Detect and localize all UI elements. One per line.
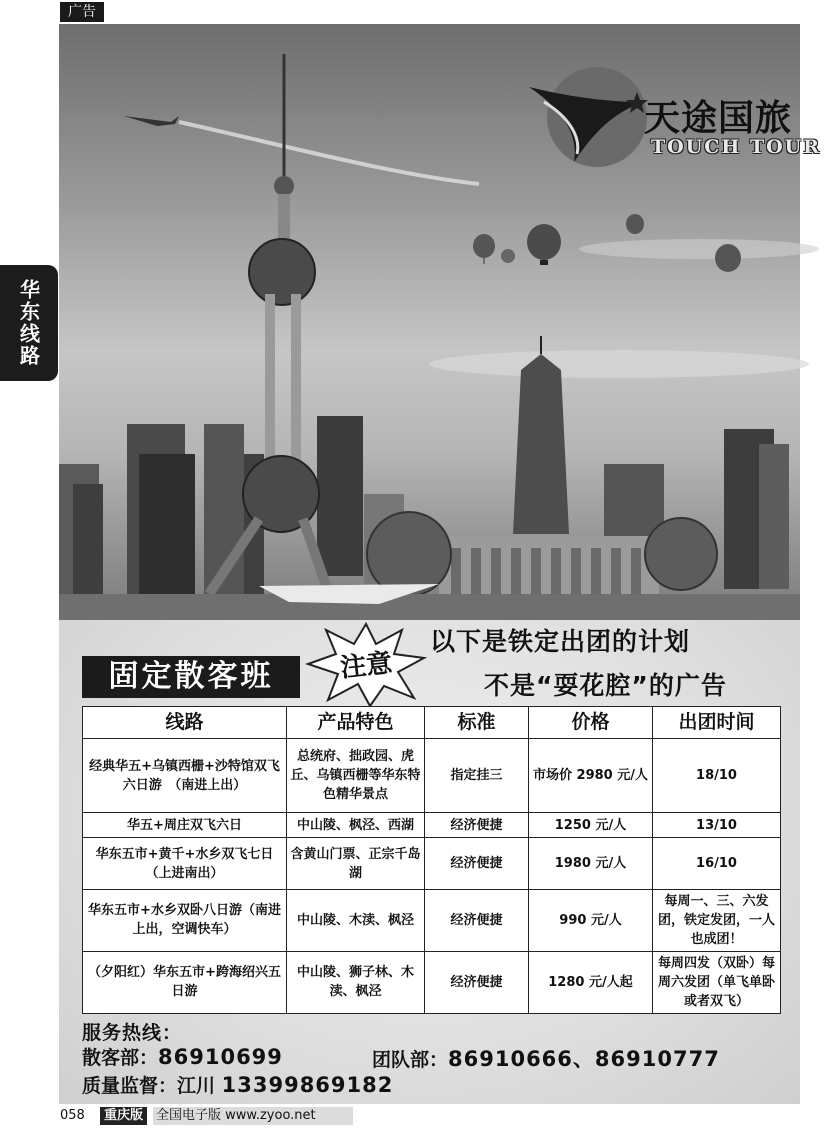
website-link[interactable]: 全国电子版 www.zyoo.net: [153, 1107, 353, 1125]
departure-cell: 18/10: [653, 739, 781, 813]
feature-cell: 中山陵、狮子林、木渎、枫泾: [287, 951, 425, 1013]
quality-supervision-phone[interactable]: 13399869182: [221, 1073, 394, 1097]
individual-dept-contact: [82, 1043, 283, 1070]
swoosh-logo-icon: [519, 62, 649, 172]
balloon-icon: [501, 249, 515, 263]
brand-english-name: TOUCH TOUR: [651, 136, 821, 158]
route-cell: 华东五市+水乡双卧八日游（南进上出，空调快车）: [83, 889, 287, 951]
price-cell: 1250 元/人: [529, 813, 653, 838]
departure-cell: 每周一、三、六发团，铁定发团，一人也成团！: [653, 889, 781, 951]
header-departure: 出团时间: [653, 707, 781, 739]
price-cell: 1980 元/人: [529, 838, 653, 890]
feature-cell: 中山陵、木渎、枫泾: [287, 889, 425, 951]
balloon-icon: [626, 214, 644, 234]
route-cell: （夕阳红）华东五市+跨海绍兴五日游: [83, 951, 287, 1013]
header-price: 价格: [529, 707, 653, 739]
brand-name: 天途国旅: [644, 98, 793, 139]
quality-supervision-label: 质量监督：江川: [82, 1075, 216, 1097]
group-dept-contact: [372, 1043, 720, 1073]
departure-cell: 每周四发（双卧）每周六发团（单飞单卧或者双飞）: [653, 951, 781, 1013]
price-cell: 1280 元/人起: [529, 951, 653, 1013]
route-cell: 经典华五+乌镇西栅+沙特馆双飞六日游 （南进上出）: [83, 739, 287, 813]
table-row: [83, 739, 781, 813]
departure-cell: 13/10: [653, 813, 781, 838]
fixed-tour-label: 固定散客班: [82, 656, 300, 698]
balloon-icon: [527, 224, 561, 265]
individual-dept-label: 散客部：: [82, 1047, 159, 1069]
feature-cell: 含黄山门票、正宗千岛湖: [287, 838, 425, 890]
standard-cell: 经济便捷: [425, 951, 529, 1013]
standard-cell: 经济便捷: [425, 813, 529, 838]
standard-cell: 指定挂三: [425, 739, 529, 813]
hotline-label: 服务热线：: [82, 1022, 183, 1044]
route-cell: 华东五市+黄千+水乡双飞七日（上进南出）: [83, 838, 287, 890]
standard-cell: 经济便捷: [425, 889, 529, 951]
price-cell: 990 元/人: [529, 889, 653, 951]
tour-schedule-table: [82, 706, 780, 1014]
headline-line-2: 不是“耍花腔”的广告: [484, 671, 727, 700]
header-feature: 产品特色: [287, 707, 425, 739]
quality-supervision-contact: [82, 1071, 393, 1098]
feature-cell: 总统府、拙政园、虎丘、乌镇西栅等华东特色精华景点: [287, 739, 425, 813]
section-tab-label: 华东线路: [16, 279, 41, 367]
group-dept-phones[interactable]: 86910666、86910777: [448, 1047, 720, 1071]
departure-cell: 16/10: [653, 838, 781, 890]
ad-tag: 广告: [60, 2, 104, 22]
balloon-icon: [473, 234, 495, 264]
skyline-photo: [59, 24, 821, 620]
table-row: [83, 838, 781, 890]
header-route: 线路: [83, 707, 287, 739]
group-dept-label: 团队部：: [372, 1049, 449, 1071]
table-header-row: [83, 707, 781, 739]
brand-logo: [519, 62, 839, 172]
airplane-icon: [124, 116, 479, 184]
section-tab: [0, 265, 58, 381]
table-row: [83, 951, 781, 1013]
feature-cell: 中山陵、枫泾、西湖: [287, 813, 425, 838]
standard-cell: 经济便捷: [425, 838, 529, 890]
edition-badge: 重庆版: [100, 1107, 147, 1125]
page-number: 058: [60, 1108, 85, 1123]
table-row: [83, 813, 781, 838]
table-row: [83, 889, 781, 951]
header-standard: 标准: [425, 707, 529, 739]
price-cell: 市场价 2980 元/人: [529, 739, 653, 813]
individual-dept-phone[interactable]: 86910699: [158, 1045, 283, 1069]
notice-label: 注意: [338, 648, 394, 684]
balloon-icon: [715, 244, 741, 272]
headline-line-1: 以下是铁定出团的计划: [430, 627, 691, 656]
route-cell: 华五+周庄双飞六日: [83, 813, 287, 838]
